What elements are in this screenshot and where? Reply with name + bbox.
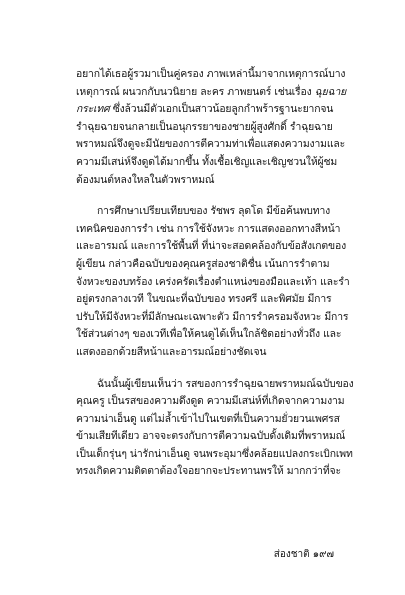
text-line: จังหวะของบทร้อง เคร่งครัดเรื่องตำแหน่งของมือและเท้า และรำ (76, 275, 350, 288)
text-line (76, 101, 334, 119)
text-line: รำฉุยฉายจนกลายเป็นอนุกรรยาของชายผู้สูงศักดิ์ รำฉุยฉาย (76, 120, 333, 133)
text-line: ความน่าเอ็นดู แต่ไม่ล้ำเข้าไปในเขตที่เป็นความยั่วยวนเพศรส (76, 412, 340, 425)
body-text (76, 66, 354, 495)
paragraph-2 (76, 203, 350, 361)
paragraph-1 (76, 66, 347, 189)
text-line: และอารมณ์ และการใช้พื้นที่ ที่น่าจะสอดคล้องกับข้อสังเกตของ (76, 240, 346, 253)
text-line: พราหมณ์จึงดูจะมีนัยของการตีความท่าเพื่อแสดงความงามและ (76, 138, 346, 151)
italic-title: กระเทศ (76, 103, 110, 116)
text-line: เป็นเด็กรุ่นๆ น่ารักน่าเอ็นดู จนพระอุมาซึ่งคล้อยแปลงกระเบิกเพท (76, 447, 353, 460)
text-line (76, 84, 347, 102)
text-line: คุณครู เป็นรสของความดึงดูด ความมีเสน่ห์ที่เกิดจากความงาม (76, 395, 345, 408)
text-line: อยู่ตรงกลางเวที ในขณะที่ฉบับของ ทรงศรี และพิศมัย มีการ (76, 293, 332, 306)
text-line: การศึกษาเปรียบเทียบของ รัชพร ลุดโด มีข้อค้นพบทาง (97, 205, 331, 218)
text-line: อยากได้เธอผู้รวมาเป็นคู่ครอง ภาพเหล่านี้มาจากเหตุการณ์บาง (76, 68, 346, 80)
text-line: ต้องมนต์หลงใหลในตัวพราหมณ์ (76, 173, 215, 186)
text-segment: ซึ่งล้วนมีตัวเอกเป็นสาวน้อยลูกกำพร้ารฐานะยากจน (109, 103, 334, 116)
text-line: เทคนิคของการรำ เช่น การใช้จังหวะ การแสดงออกทางสีหน้า (76, 222, 341, 235)
text-line: ฉันนั้นผู้เขียนเห็นว่า รสของการรำฉุยฉายพราหมณ์ฉบับของ (97, 377, 354, 390)
page-footer (76, 547, 334, 563)
text-line: ใช้ส่วนต่างๆ ของเวทีเพื่อให้คนดูได้เห็นใกล้ชิดอย่างทั่วถึง และ (76, 328, 342, 341)
page-number-label: ส่องชาติ ๑๙๗ (273, 549, 334, 560)
text-line: ผู้เขียน กล่าวคือฉบับของคุณครูส่องชาติชื่น เน้นการรำตาม (76, 257, 330, 270)
text-line: ทรงเกิดความติดตาต้องใจอยากจะประทานพรให้ มากกว่าที่จะ (76, 465, 341, 478)
text-line: ความมีเสน่ห์จึงดูดได้มากขึ้น ทั้งเชื้อเชิญและเชิญชวนให้ผู้ชม (76, 155, 338, 168)
text-line: แสดงออกด้วยสีหน้าและอารมณ์อย่างชัดเจน (76, 345, 267, 358)
paragraph-3 (76, 376, 354, 482)
text-line: ข้ามเสียทีเดียว อาจจะตรงกับการตีความฉบับดั้งเดิมที่พราหมณ์ (76, 430, 346, 443)
text-line: ปรับให้มีจังหวะที่มีลักษณะเฉพาะตัว มีการรำครอมจังหวะ มีการ (76, 310, 349, 323)
italic-title: ฉุยฉาย (314, 85, 347, 98)
text-segment: เหตุการณ์ ผนวกกับนวนิยาย ละคร ภาพยนตร์ เช่นเรื่อง (76, 85, 315, 98)
